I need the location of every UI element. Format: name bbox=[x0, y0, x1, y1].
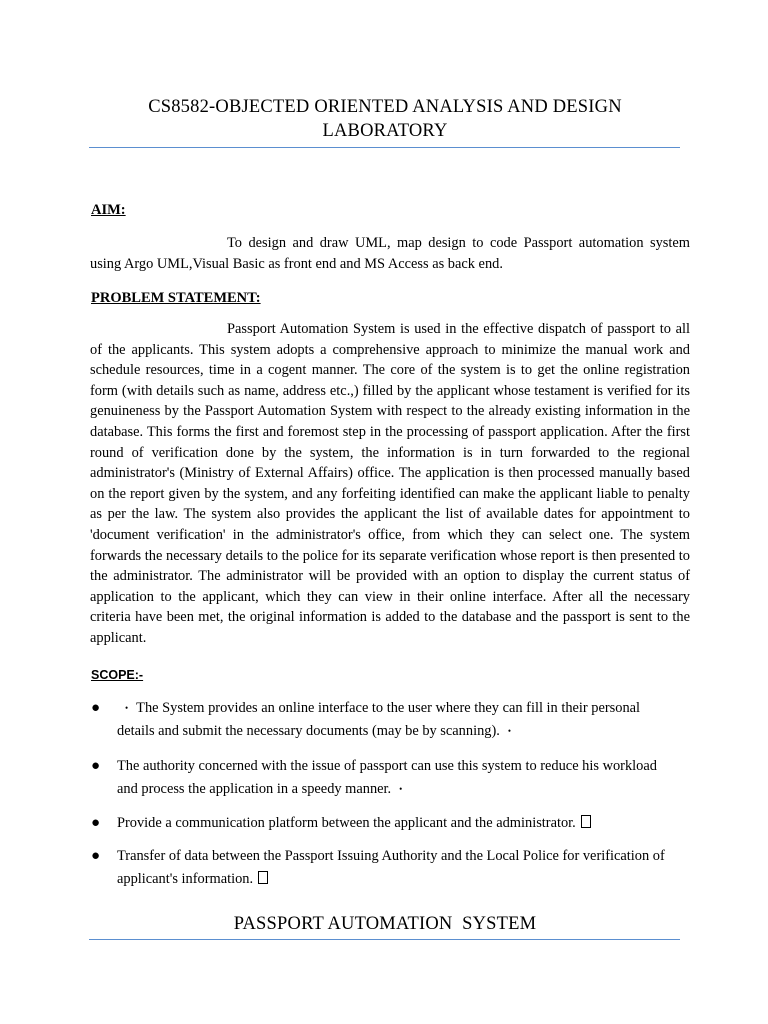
title-line-1: CS8582-OBJECTED ORIENTED ANALYSIS AND DESIGN bbox=[148, 97, 622, 117]
scope-list-item bbox=[91, 812, 671, 835]
bullet-icon: ● bbox=[91, 758, 101, 774]
small-bullet-icon: • bbox=[125, 703, 129, 714]
bullet-icon: ● bbox=[91, 848, 101, 864]
missing-glyph-icon bbox=[258, 871, 268, 884]
section-title: PASSPORT AUTOMATION SYSTEM bbox=[233, 914, 537, 934]
scope-item-text: The authority concerned with the issue of passport can use this system to reduce his workload and process the application in a speedy manner. bbox=[117, 758, 657, 797]
scope-list-item bbox=[91, 697, 671, 743]
problem-statement-paragraph: Passport Automation System is used in the effective dispatch of passport to all of the applicants. This system adopts a comprehensive approach to minimize the manual work and schedule resources, time in a cogent manner. The core of the system is to get the online registration form (with details such as name, address etc.,) filled by the applicant whose testament is verified for its genuineness by the Passport Automation System with respect to the already existing information in the database. This forms the first and foremost step in the processing of passport application. After the first round of verification done by the system, the information is in turn forwarded to the regional administrator's (Ministry of External Affairs) office. The application is then processed manually based on the report given by the system, and any forfeiting identified can make the applicant liable to penalty as per the law. The system also provides the applicant the list of available dates for appointment to 'document verification' in the administrator's office, from which they can select one. The system forwards the necessary details to the police for its separate verification whose report is then presented to the administrator. The administrator will be provided with an option to display the current status of application to the applicant, which they can view in their online interface. After all the necessary criteria have been met, the original information is added to the database and the passport is sent to the applicant. bbox=[90, 321, 690, 646]
scope-list-item bbox=[91, 845, 671, 891]
aim-heading: AIM: bbox=[91, 202, 126, 218]
scope-item-text: The System provides an online interface to the user where they can fill in their personal details and submit the necessary documents (may be by scanning). bbox=[117, 700, 641, 740]
section-divider bbox=[89, 939, 680, 940]
problem-statement-heading: PROBLEM STATEMENT: bbox=[91, 290, 261, 306]
small-bullet-icon: • bbox=[399, 784, 403, 795]
scope-list-item bbox=[91, 755, 671, 801]
small-bullet-icon: • bbox=[507, 726, 512, 737]
missing-glyph-icon bbox=[581, 815, 591, 828]
scope-item-text: Provide a communication platform between the applicant and the administrator. bbox=[117, 815, 576, 831]
scope-heading: SCOPE:- bbox=[91, 668, 144, 682]
title-divider bbox=[89, 147, 680, 148]
scope-item-text: Transfer of data between the Passport Issuing Authority and the Local Police for verification of applicant's information. bbox=[117, 848, 665, 887]
bullet-icon: ● bbox=[91, 700, 101, 716]
aim-paragraph: To design and draw UML, map design to code Passport automation system using Argo UML,Visual Basic as front end and MS Access as back end. bbox=[90, 235, 690, 272]
bullet-icon: ● bbox=[91, 815, 101, 831]
document-title bbox=[90, 95, 680, 143]
title-line-2: LABORATORY bbox=[322, 121, 448, 141]
